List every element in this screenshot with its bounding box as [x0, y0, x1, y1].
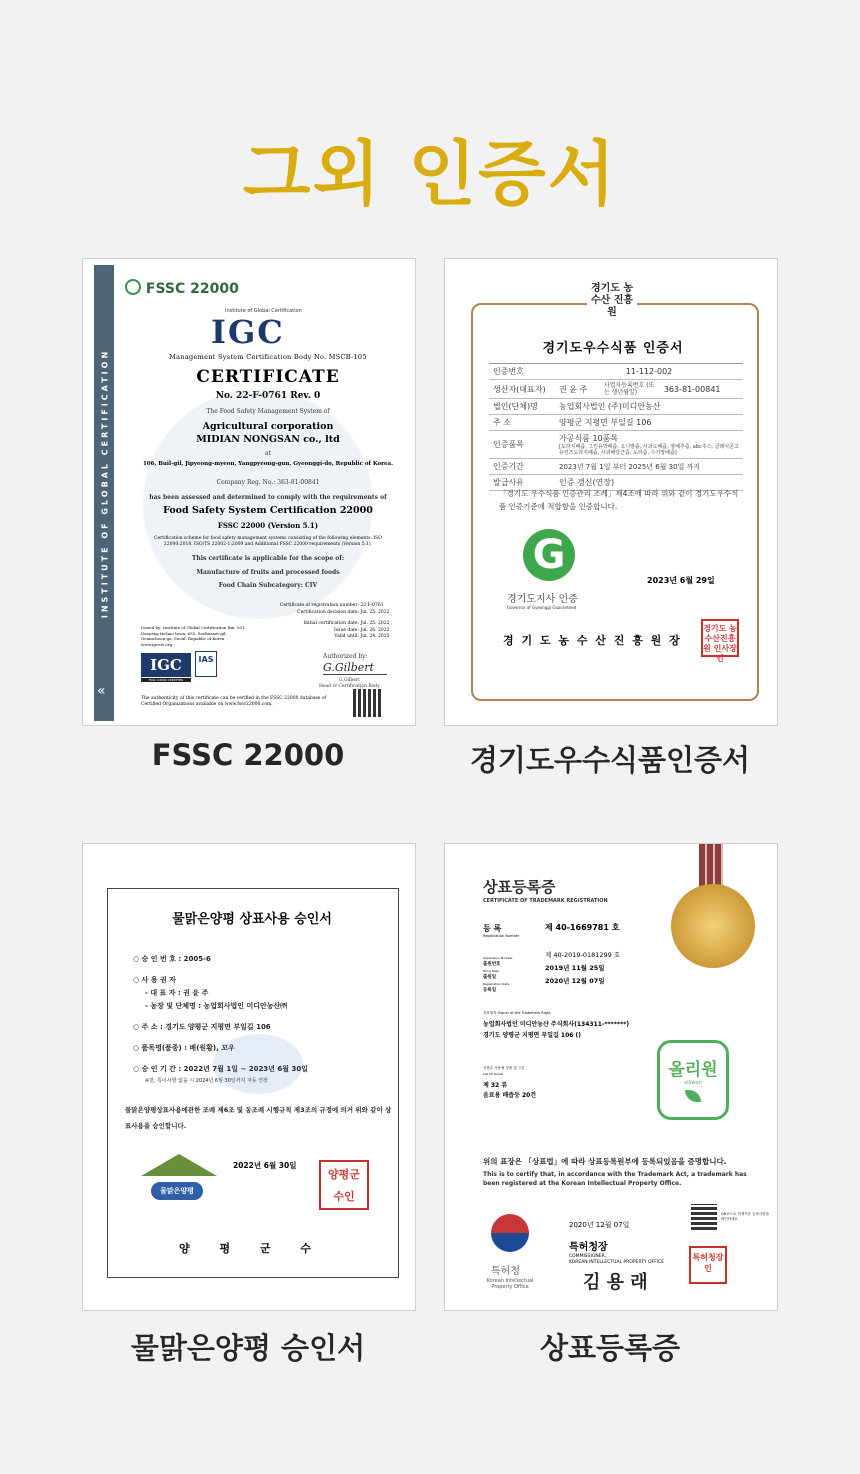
table-row: 주 소 양평군 지평면 부일길 106	[489, 415, 743, 431]
approval-statement: 물맑은양평상표사용에관한 조례 제6조 및 동조례 시행규칙 제3조의 규정에 의거 위와 같이 상표사용을 승인합니다.	[125, 1106, 392, 1130]
table-row: 인증품목 가공식품 10품목 [도라지배즙, 그린유박배즙, 오디발즙, 사과도배즙, 양배추즙, abc주스, 클레식콘고유린즈도라지배즙, 사과배당근즙, 도라즙, 수기망배즙]	[489, 431, 743, 459]
fssc-leaf-icon	[125, 279, 141, 295]
issued-by: Issued by: Institute of Global Certification Rm. 501, Daeyang techno town, 635, Seobusaet-gil, Geumcheon-gu, Seoul, Republic of Korea www.igcert.org	[141, 625, 246, 647]
info-line: ○ 주 소 : 경기도 양평군 지평면 부일길 106	[133, 1023, 271, 1031]
gold-seal	[671, 884, 755, 968]
olliwon-logo-text: 올리원	[668, 1060, 718, 1080]
applicable-text: This certificate is applicable for the scope of:	[191, 555, 345, 562]
scheme-text: Certification scheme for food safety management systems consisting of the following elements: ISO 22000:2018, ISO/TS 22002-1:2009 and Additional FSSC 22000 requirements (Version 5.1).	[154, 536, 382, 547]
table-row: 생산자(대표자) 권 윤 주 사업자등록번호 (또는 생년월일) 363-81-00841	[489, 380, 743, 399]
table-row: 법인(단체)명 농업회사법인 (주)미디안농산	[489, 399, 743, 415]
igc-logo: IGC	[211, 313, 285, 351]
signer-name: G.Gilbert	[339, 678, 360, 683]
certificate-heading: 물맑은양평 상표사용 승인서	[172, 912, 332, 927]
issuer-logo: 경기도 농수산 진흥원	[587, 283, 637, 323]
note-line: ※만, 특이사항 없을 시 2024년 6월 30일까지 자동 연장	[145, 1078, 268, 1084]
field-row: 등록일 Registration Date 2020년 12월 07일	[483, 977, 605, 993]
info-line: ○ 승 인 번 호 : 2005-6	[133, 955, 211, 963]
approval-date: 2022년 6월 30일	[233, 1161, 297, 1170]
issue-date: 2023년 6월 29일	[647, 576, 715, 585]
official-seal: 경기도 농수산진흥원 인사장인	[701, 619, 739, 657]
date-row: Initial certification date: Jul. 25. 2022	[303, 621, 390, 626]
date-row: Valid until: Jul. 24. 2025	[334, 634, 390, 639]
kipo-name: 특허청	[491, 1266, 520, 1277]
certification-statement: 「경기도 우수식품 인증관리 조례」제4조에 따라 위와 같이 경기도우수식품 인증기준에 적합함을 인증합니다.	[499, 489, 739, 511]
leaf-icon	[685, 1090, 701, 1102]
info-line: ○ 품목명(품종) : 배(원황), 꼬우	[133, 1044, 235, 1052]
date-row: Certification decision date: Jul. 25. 2022	[297, 609, 390, 615]
commissioner-en: COMMISSIONER,	[569, 1254, 607, 1259]
qr-code-icon	[691, 1204, 717, 1230]
certificate-heading: CERTIFICATE	[196, 367, 340, 387]
statement-en: This is to certify that, in accordance with the Trademark Act, a trademark has been registered at the Korean Intellectual Property Office.	[483, 1171, 747, 1187]
kipo-name-en: Korean Intellectual Property Office	[486, 1278, 534, 1290]
fssc-caption: FSSC 22000	[151, 738, 345, 772]
at-text: at	[265, 450, 271, 457]
system-of-text: The Food Safety Management System of	[206, 408, 330, 415]
side-band-text: INSTITUTE OF GLOBAL CERTIFICATION	[100, 348, 110, 619]
date-row: Certificate of registration number: 22-F-0761	[279, 603, 384, 608]
goods-list: 음료용 배즙등 20건	[483, 1092, 537, 1099]
owner-label: 상표권자 Owner of the Trademark Right	[483, 1011, 551, 1015]
organization-address: 106, Buil-gil, Jipyeong-myeon, Yangpyeong-gun, Gyeonggi-do, Republic of Korea.	[142, 461, 394, 467]
standard-version: FSSC 22000 (Version 5.1)	[217, 521, 319, 530]
scope-text: Manufacture of fruits and processed foods	[196, 569, 340, 576]
info-line: ○ 사 용 권 자	[133, 976, 176, 984]
reg-number: 제 40-1669781 호	[545, 923, 620, 932]
date-row: Issue date: Jul. 26. 2022	[334, 627, 390, 633]
certificate-heading: 상표등록증	[483, 878, 556, 896]
ias-logo: IAS	[195, 651, 217, 677]
signer: 양 평 군 수	[179, 1242, 311, 1255]
g-mark-text: 경기도지사 인증	[507, 594, 578, 605]
official-seal: 양평군 수인	[319, 1160, 369, 1210]
g-mark-text-en: Governor of Gyeonggi Guaranteed	[507, 605, 577, 610]
certificate-heading-en: CERTIFICATE OF TRADEMARK REGISTRATION	[483, 898, 608, 904]
signer-title: Head of Certification Body	[319, 684, 380, 689]
qr-code-icon	[353, 689, 381, 717]
gyeonggi-caption: 경기도우수식품인증서	[469, 743, 751, 777]
watermark	[213, 1034, 303, 1094]
field-row: 출원번호 Application Number 제 40-2019-0181299 호	[483, 951, 621, 967]
field-row: 출원일 Filing Date 2019년 11월 25일	[483, 964, 605, 980]
table-row: 인증번호 11-112-002	[489, 364, 743, 380]
chevron-icon: «	[97, 683, 106, 699]
organization-name-2: MIDIAN NONGSAN co., ltd	[196, 434, 340, 445]
footer-note: The authenticity of this certificate can be verified in the FSSC 22000 database of Certified Organizations available on www.fssc22000.com.	[141, 696, 327, 707]
standard-name: Food Safety System Certification 22000	[163, 505, 373, 516]
yangpyeong-logo	[141, 1154, 217, 1214]
organization-name-1: Agricultural corporation	[202, 421, 334, 432]
reg-label-en: Registration Number	[483, 934, 520, 938]
assessed-text: has been assessed and determined to comply with the requirements of	[149, 494, 387, 501]
goods-class: 제 32 류	[483, 1082, 508, 1089]
company-reg: Company Reg. No.: 363-81-00841	[216, 479, 320, 486]
signer: 경 기 도 농 수 산 진 흥 원 장	[503, 634, 682, 647]
info-line: ○ 승 인 기 간 : 2022년 7월 1일 ~ 2023년 6월 30일	[133, 1065, 308, 1073]
igc-subtitle: Institute of Global Certification	[225, 308, 302, 314]
qr-note: QR코드로 현재기준 등록사항을 확인하세요	[721, 1212, 769, 1221]
official-seal: 특허청장인	[689, 1246, 727, 1284]
owner-line-2: 경기도 양평군 지평면 부일길 106 ()	[483, 1032, 582, 1039]
reg-label: 등 록	[483, 924, 502, 933]
owner-line-1: 농업회사법인 미디안농산 주식회사(134311-*******)	[483, 1021, 630, 1028]
fssc-certified-badge: FSSC 22000 CERTIFIED	[141, 678, 191, 682]
certificate-heading: 경기도우수식품 인증서	[542, 341, 684, 356]
igc-small-logo: IGC	[141, 653, 191, 677]
yangpyeong-certificate-image	[82, 843, 416, 1311]
field-list	[483, 950, 663, 993]
table-row: 인증기간 2023년 7월 1일 부터 2025년 6월 30일 까지	[489, 459, 743, 475]
info-line: - 대 표 자 : 권 윤 주	[145, 989, 209, 997]
goods-label-en: List Of Goods	[483, 1072, 504, 1076]
olliwon-mark	[657, 1040, 729, 1120]
info-table	[489, 363, 743, 491]
olliwon-logo-en: olliwon	[684, 1080, 702, 1086]
dates-block	[259, 603, 409, 641]
goods-label: 상품류 사용될 상품 및 구분	[483, 1066, 525, 1070]
authorized-by: Authorized by:	[323, 653, 368, 660]
gyeonggi-certificate-image	[444, 258, 778, 726]
subcategory-text: Food Chain Subcategory: CIV	[218, 582, 318, 589]
info-line: - 농장 및 단체명 : 농업회사법인 미디안농산㈜	[145, 1002, 288, 1010]
issue-date: 2020년 12월 07일	[569, 1221, 630, 1229]
body-number: Management System Certification Body No. MSCB-105	[169, 353, 367, 361]
kipo-emblem	[491, 1214, 529, 1252]
commissioner-title: 특허청장	[569, 1242, 608, 1253]
statement-ko: 위의 표장은 「상표법」에 따라 상표등록원부에 등록되었음을 증명합니다.	[483, 1157, 727, 1166]
fssc-logo-text: FSSC 22000	[145, 281, 239, 297]
page-title: 그외 인증서	[242, 133, 618, 215]
commissioner-en-2: KOREAN INTELLECTUAL PROPERTY OFFICE	[569, 1260, 665, 1265]
certificate-number: No. 22-F-0761 Rev. 0	[215, 391, 321, 401]
trademark-certificate-image	[444, 843, 778, 1311]
trademark-caption: 상표등록증	[539, 1331, 681, 1365]
g-mark-logo: G	[523, 529, 575, 581]
signature: 김 용 래	[583, 1272, 648, 1293]
fssc-logo	[125, 279, 239, 297]
logo-badge: 물맑은양평	[151, 1182, 203, 1200]
mountain-icon	[141, 1154, 217, 1176]
fssc-certificate-image	[82, 258, 416, 726]
table-row: 발급사유 인증 갱신(연장)	[489, 475, 743, 491]
yangpyeong-caption: 물맑은양평 승인서	[130, 1331, 366, 1365]
signature: G.Gilbert	[323, 661, 387, 675]
